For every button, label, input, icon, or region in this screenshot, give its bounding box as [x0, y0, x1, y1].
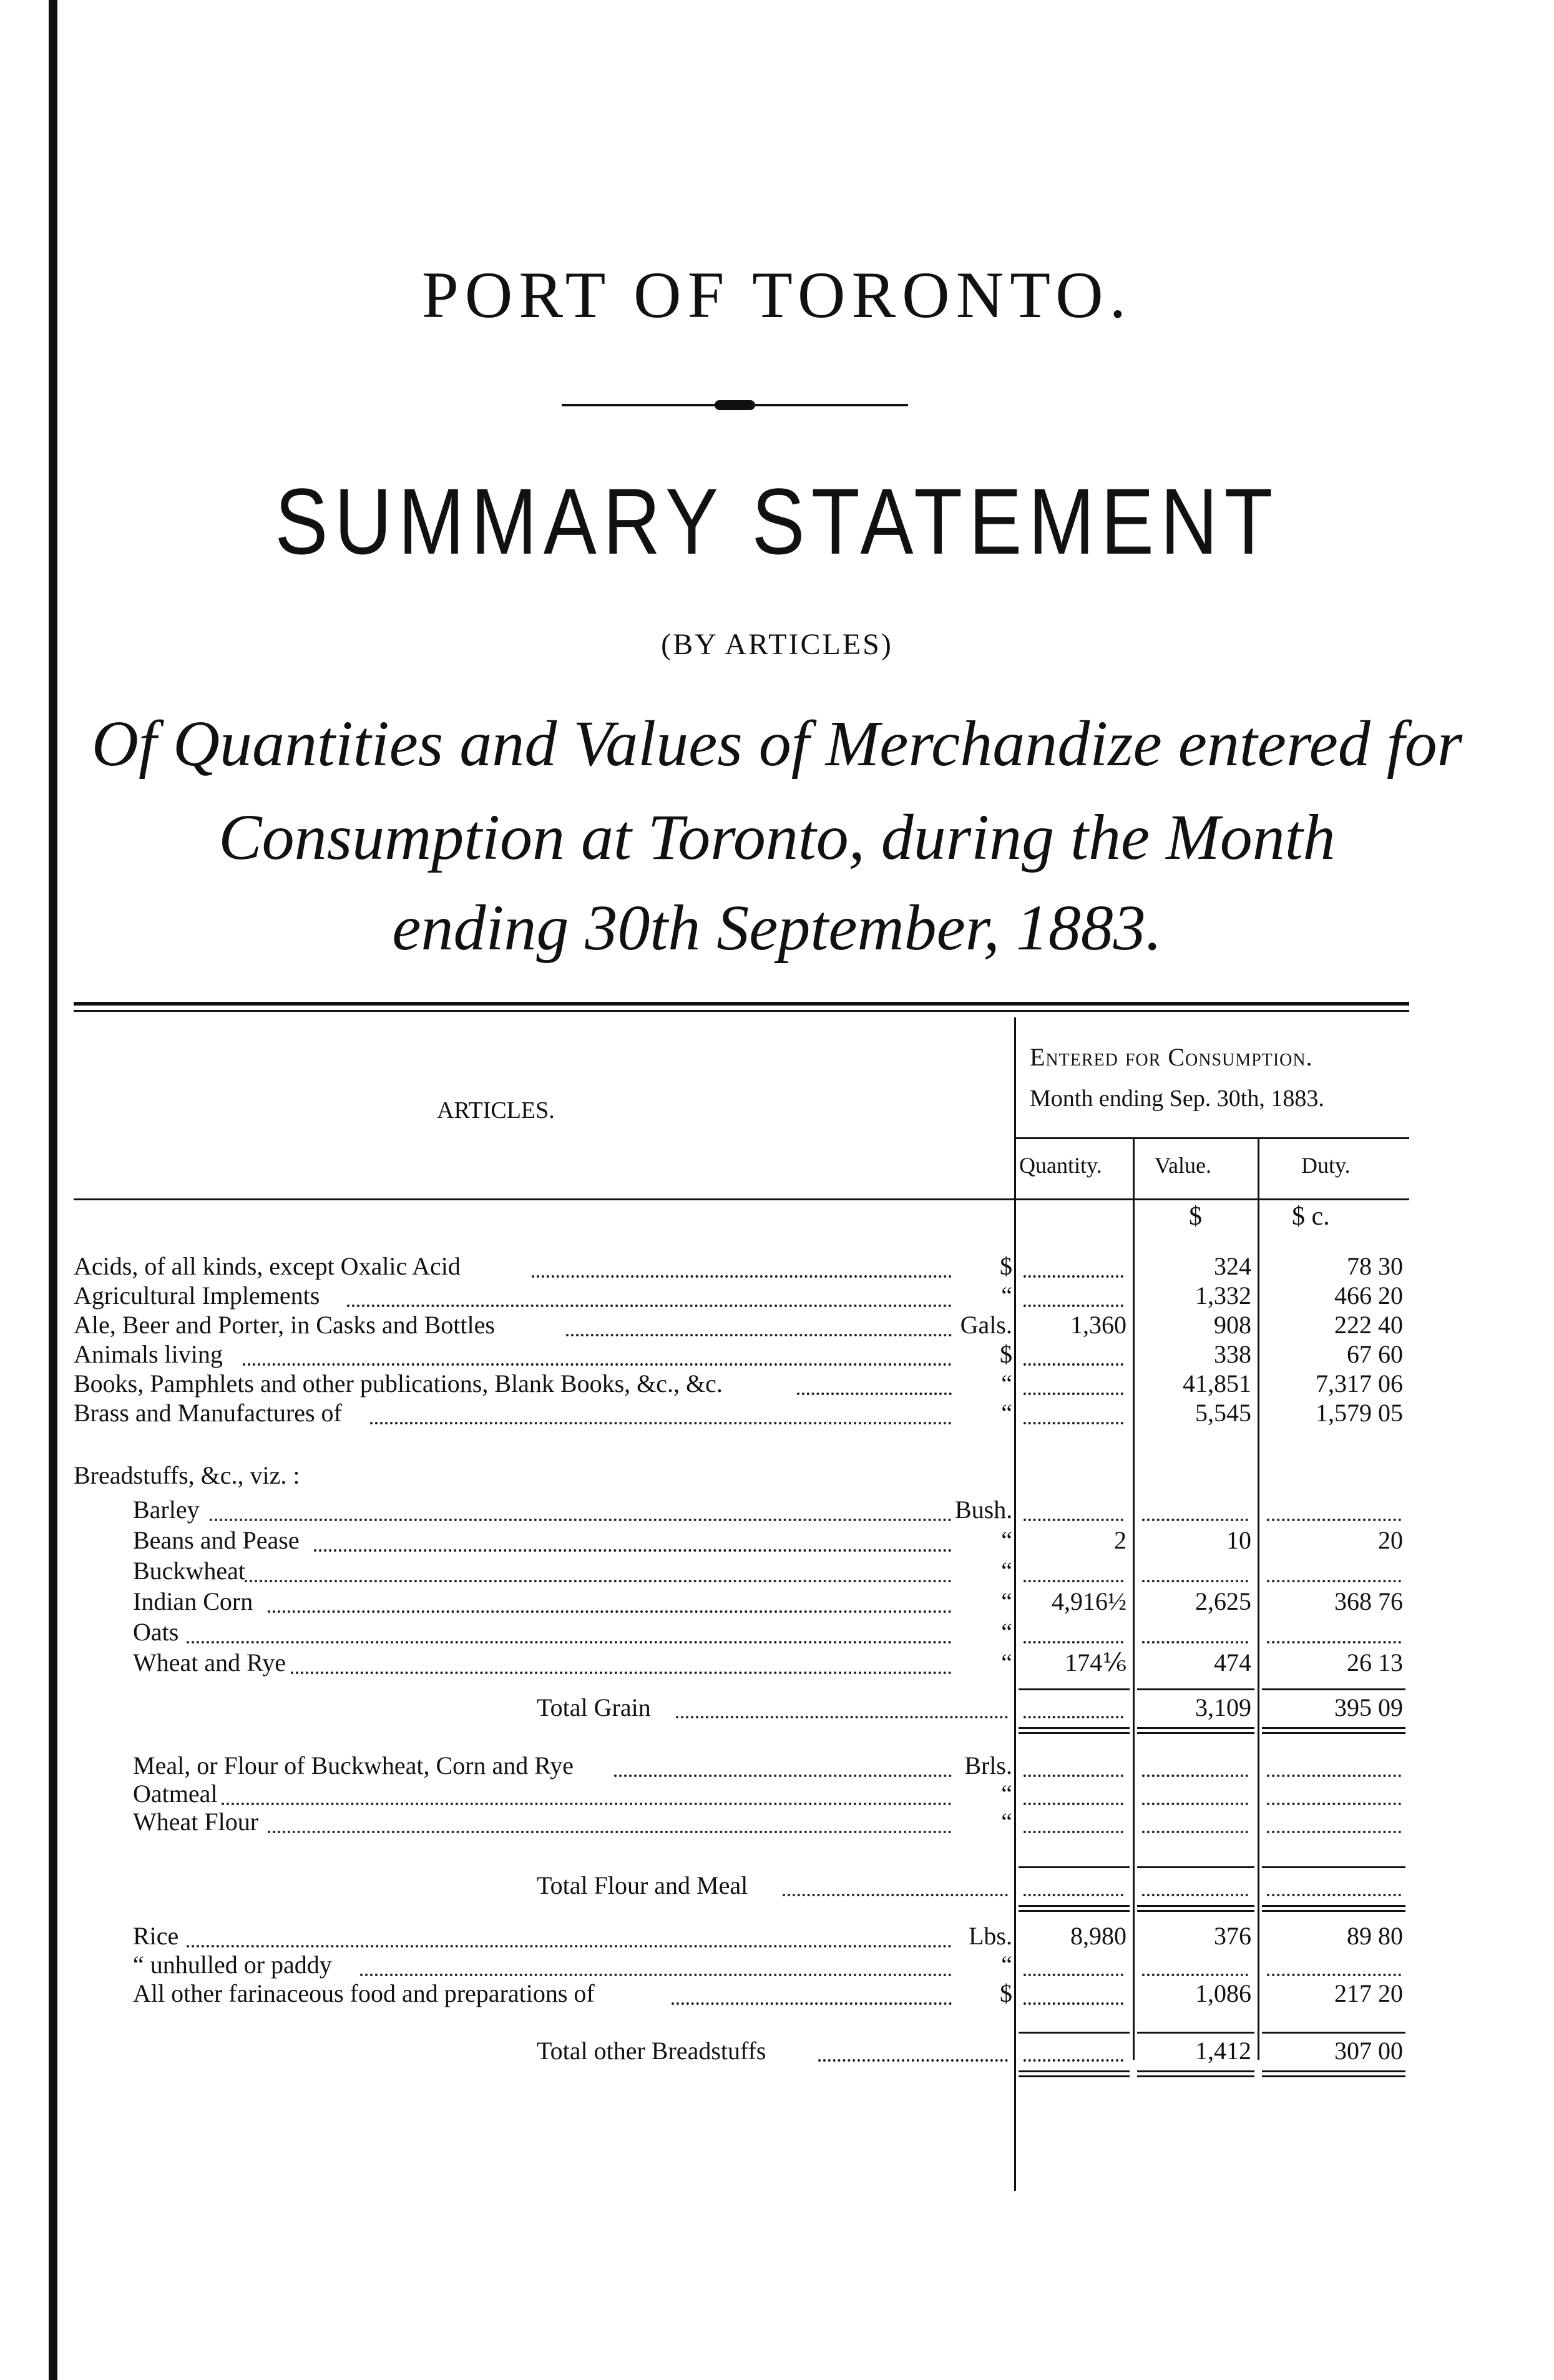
column-divider-articles [1014, 1017, 1016, 2191]
column-divider-value [1258, 1139, 1259, 2060]
value-cell: 338 [1214, 1340, 1251, 1368]
total-rule [1262, 2075, 1405, 2077]
duty-dots [1267, 1974, 1401, 1976]
quantity-dots [1024, 1363, 1123, 1366]
duty-cell: 26 13 [1347, 1648, 1403, 1677]
leader-dots [672, 2002, 952, 2005]
article-label: Animals living [74, 1340, 223, 1368]
value-cell: 376 [1214, 1922, 1251, 1950]
column-divider-quantity [1133, 1139, 1135, 2060]
total-rule [1262, 1732, 1405, 1734]
total-rule [1262, 1905, 1405, 1907]
unit-label: “ [1001, 1526, 1012, 1554]
value-cell: 1,086 [1195, 1979, 1251, 2007]
total-rule [1137, 2075, 1254, 2077]
total-rule [1262, 1910, 1405, 1912]
quantity-dots [1024, 1775, 1123, 1777]
leader-dots [268, 1610, 952, 1613]
leader-dots [783, 1894, 1008, 1896]
total-value-cell: 3,109 [1195, 1693, 1251, 1721]
value-cell: 324 [1214, 1252, 1251, 1280]
unit-label: Lbs. [969, 1922, 1012, 1950]
total-duty-cell: 307 00 [1334, 2037, 1403, 2065]
leader-dots [818, 2059, 1008, 2062]
port-title: PORT OF TORONTO. [421, 258, 1133, 331]
total-rule [1019, 1910, 1130, 1912]
quantity-dots [1024, 1393, 1123, 1395]
unit-label: Gals. [960, 1311, 1012, 1339]
unit-label: “ [1001, 1587, 1012, 1615]
articles-column-header: ARTICLES. [437, 1097, 555, 1124]
article-label: Buckwheat [133, 1557, 245, 1585]
total-rule [1262, 2070, 1405, 2072]
unit-label: “ [1001, 1557, 1012, 1585]
leader-dots [268, 1831, 952, 1833]
document-title: SUMMARY STATEMENT [275, 469, 1279, 574]
leader-dots [532, 1275, 952, 1278]
unit-label: “ [1001, 1618, 1012, 1646]
unit-label: $ [1000, 1979, 1012, 2007]
duty-dots [1267, 1580, 1401, 1582]
unit-label: Bush. [955, 1496, 1013, 1524]
leader-dots [210, 1519, 952, 1521]
quantity-dots [1024, 1716, 1123, 1718]
article-label: Wheat and Rye [133, 1648, 286, 1677]
total-rule [1019, 1732, 1130, 1734]
unit-label: “ [1001, 1780, 1012, 1808]
quantity-dots [1024, 1831, 1123, 1833]
total-rule [1019, 1688, 1130, 1690]
unit-label: $ [1000, 1340, 1012, 1368]
quantity-cell: 8,980 [1070, 1922, 1126, 1950]
total-rule [1137, 1910, 1254, 1912]
leader-dots [676, 1716, 1008, 1718]
leader-dots [243, 1363, 952, 1366]
value-dots [1142, 1641, 1248, 1643]
article-label: Rice [133, 1922, 179, 1950]
total-label: Total other Breadstuffs [537, 2037, 766, 2065]
total-rule [1019, 2032, 1130, 2034]
unit-label: “ [1001, 1808, 1012, 1836]
total-duty-cell: 395 09 [1334, 1693, 1403, 1721]
leader-dots [347, 1305, 952, 1307]
header-bottom-rule [74, 1198, 1409, 1200]
article-label: Brass and Manufactures of [74, 1399, 342, 1427]
unit-label: “ [1001, 1369, 1012, 1398]
duty-cell: 20 [1378, 1526, 1403, 1554]
article-label: “ unhulled or paddy [133, 1951, 332, 1979]
value-column-header: Value. [1155, 1153, 1211, 1178]
value-cell: 10 [1226, 1526, 1251, 1554]
subtitle-by-articles: (BY ARTICLES) [661, 628, 893, 661]
value-dots [1142, 1803, 1248, 1805]
leader-dots [360, 1974, 952, 1976]
duty-dots [1267, 1519, 1401, 1521]
quantity-dots [1024, 1519, 1123, 1521]
unit-label: “ [1001, 1951, 1012, 1979]
value-cell: 474 [1214, 1648, 1251, 1677]
leader-dots [797, 1393, 952, 1395]
duty-unit-label: $ c. [1292, 1202, 1330, 1231]
duty-cell: 466 20 [1334, 1281, 1403, 1310]
unit-label: Brls. [964, 1751, 1012, 1780]
quantity-column-header: Quantity. [1019, 1153, 1102, 1178]
leader-dots [187, 1945, 952, 1947]
duty-cell: 78 30 [1347, 1252, 1403, 1280]
leader-dots [614, 1775, 952, 1777]
description-line-1: Of Quantities and Values of Merchandize entered for [91, 708, 1463, 780]
article-label: Acids, of all kinds, except Oxalic Acid [74, 1252, 461, 1280]
duty-column-header: Duty. [1301, 1153, 1351, 1178]
duty-cell: 222 40 [1334, 1311, 1403, 1339]
total-rule [1137, 1727, 1254, 1729]
value-dots [1142, 1580, 1248, 1582]
article-label: Oatmeal [133, 1780, 218, 1808]
description-line-3: ending 30th September, 1883. [392, 892, 1162, 964]
leader-dots [245, 1580, 952, 1582]
total-value-cell: 1,412 [1195, 2037, 1251, 2065]
duty-cell: 89 80 [1347, 1922, 1403, 1950]
total-label: Total Flour and Meal [537, 1871, 748, 1899]
duty-dots [1267, 1894, 1401, 1896]
value-unit-label: $ [1189, 1202, 1202, 1231]
value-dots [1142, 1775, 1248, 1777]
quantity-dots [1024, 1803, 1123, 1805]
duty-cell: 217 20 [1334, 1979, 1403, 2007]
value-cell: 908 [1214, 1311, 1251, 1339]
value-dots [1142, 1894, 1248, 1896]
article-label: Beans and Pease [133, 1526, 300, 1554]
total-rule [1019, 1905, 1130, 1907]
article-label: Ale, Beer and Porter, in Casks and Bottles [74, 1311, 495, 1339]
duty-dots [1267, 1831, 1401, 1833]
value-dots [1142, 1974, 1248, 1976]
table-top-rule [74, 1002, 1409, 1006]
quantity-cell: 4,916½ [1052, 1587, 1126, 1615]
page-binding-edge [49, 0, 57, 2380]
quantity-dots [1024, 1305, 1123, 1307]
quantity-dots [1024, 1974, 1123, 1976]
article-label: Indian Corn [133, 1587, 253, 1615]
unit-label: “ [1001, 1399, 1012, 1427]
total-rule [1137, 1732, 1254, 1734]
value-cell: 5,545 [1195, 1399, 1251, 1427]
duty-cell: 67 60 [1347, 1340, 1403, 1368]
month-ending-header: Month ending Sep. 30th, 1883. [1030, 1085, 1324, 1112]
value-dots [1142, 1519, 1248, 1521]
unit-label: “ [1001, 1648, 1012, 1677]
quantity-dots [1024, 1275, 1123, 1278]
quantity-cell: 2 [1114, 1526, 1126, 1554]
entered-for-consumption-header: Entered for Consumption. [1030, 1043, 1313, 1071]
quantity-cell: 174⅙ [1065, 1648, 1126, 1677]
article-label: Wheat Flour [133, 1808, 259, 1836]
article-label: Meal, or Flour of Buckwheat, Corn and Rye [133, 1751, 574, 1780]
quantity-cell: 1,360 [1070, 1311, 1126, 1339]
article-label: Oats [133, 1618, 179, 1646]
duty-cell: 1,579 05 [1316, 1399, 1403, 1427]
quantity-dots [1024, 2002, 1123, 2005]
total-rule [1137, 2070, 1254, 2072]
quantity-dots [1024, 2059, 1123, 2062]
leader-dots [222, 1803, 952, 1805]
quantity-dots [1024, 1641, 1123, 1643]
duty-cell: 368 76 [1334, 1587, 1403, 1615]
total-rule [1019, 2070, 1130, 2072]
total-rule [1262, 1866, 1405, 1868]
article-label: Agricultural Implements [74, 1281, 320, 1310]
description-line-2: Consumption at Toronto, during the Month [218, 801, 1336, 873]
value-dots [1142, 1831, 1248, 1833]
total-rule [1019, 1866, 1130, 1868]
duty-dots [1267, 1641, 1401, 1643]
quantity-dots [1024, 1422, 1123, 1424]
leader-dots [314, 1549, 952, 1552]
unit-label: $ [1000, 1252, 1012, 1280]
value-cell: 1,332 [1195, 1281, 1251, 1310]
leader-dots [566, 1334, 952, 1336]
duty-dots [1267, 1775, 1401, 1777]
total-rule [1137, 1905, 1254, 1907]
leader-dots [291, 1672, 952, 1674]
duty-dots [1267, 1803, 1401, 1805]
leader-dots [370, 1422, 952, 1424]
total-rule [1019, 1727, 1130, 1729]
quantity-dots [1024, 1894, 1123, 1896]
leader-dots [187, 1641, 952, 1643]
article-label: Books, Pamphlets and other publications, Blank Books, &c., &c. [74, 1369, 723, 1398]
unit-label: “ [1001, 1281, 1012, 1310]
duty-cell: 7,317 06 [1316, 1369, 1403, 1398]
quantity-dots [1024, 1580, 1123, 1582]
total-rule [1019, 2075, 1130, 2077]
article-label: Barley [133, 1496, 200, 1524]
value-cell: 2,625 [1195, 1587, 1251, 1615]
total-rule [1137, 1866, 1254, 1868]
breadstuffs-heading: Breadstuffs, &c., viz. : [74, 1461, 300, 1489]
value-cell: 41,851 [1183, 1369, 1251, 1398]
article-label: All other farinaceous food and preparations of [133, 1979, 595, 2007]
ornamental-rule [562, 403, 908, 408]
total-label: Total Grain [537, 1693, 651, 1721]
total-rule [1262, 1727, 1405, 1729]
